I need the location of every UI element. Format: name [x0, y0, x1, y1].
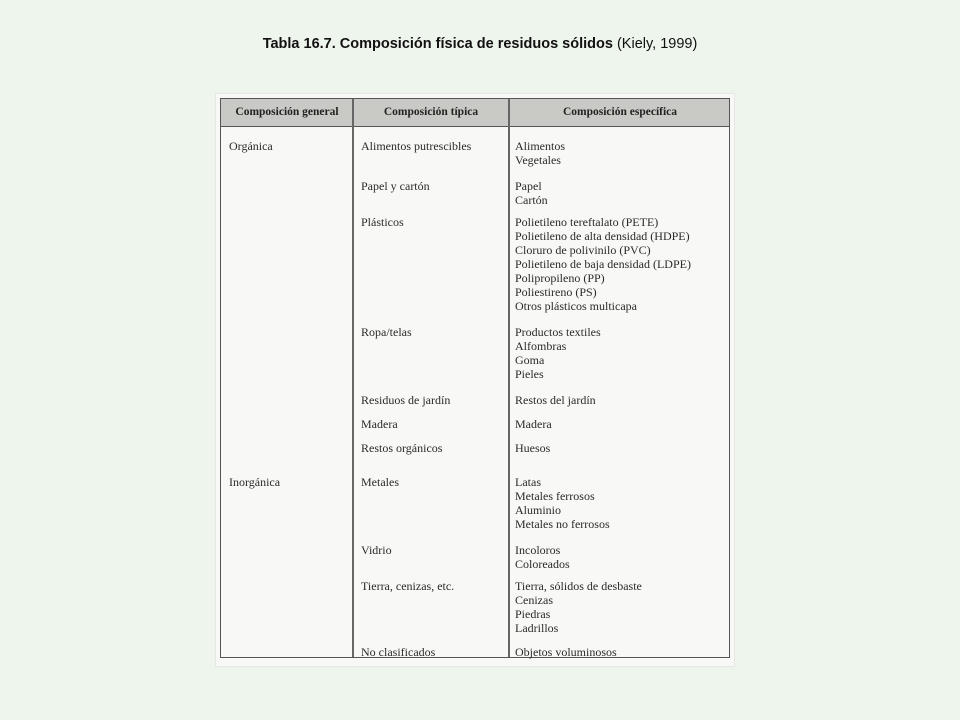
specific-cell: Metales ferrosos	[515, 489, 595, 503]
specific-cell: Restos del jardín	[515, 393, 596, 407]
specific-cell: Productos textiles	[515, 325, 601, 339]
typical-cell: Vidrio	[361, 543, 392, 557]
specific-cell: Cenizas	[515, 593, 553, 607]
header-typical: Composición típica	[383, 106, 479, 118]
typical-cell: Metales	[361, 475, 399, 489]
table-header-row	[221, 99, 729, 127]
specific-cell: Cloruro de polivinilo (PVC)	[515, 243, 651, 257]
specific-cell: Polipropileno (PP)	[515, 271, 605, 285]
specific-cell: Huesos	[515, 441, 551, 455]
typical-cell: Papel y cartón	[361, 179, 430, 193]
typical-cell: Tierra, cenizas, etc.	[361, 579, 455, 593]
specific-cell: Incoloros	[515, 543, 561, 557]
specific-cell: Pieles	[515, 367, 544, 381]
specific-cell: Cartón	[515, 193, 548, 207]
column-divider	[508, 99, 510, 657]
specific-cell: Tierra, sólidos de desbaste	[515, 579, 642, 593]
typical-cell: No clasificados	[361, 645, 436, 659]
specific-cell: Objetos voluminosos	[515, 645, 617, 659]
specific-cell: Otros plásticos multicapa	[515, 299, 637, 313]
typical-cell: Madera	[361, 417, 398, 431]
typical-cell: Residuos de jardín	[361, 393, 451, 407]
specific-cell: Aluminio	[515, 503, 562, 517]
specific-cell: Papel	[515, 179, 542, 193]
typical-cell: Plásticos	[361, 215, 404, 229]
specific-cell: Poliestireno (PS)	[515, 285, 597, 299]
caption-title: Tabla 16.7. Composición física de residuos sólidos	[262, 36, 613, 52]
specific-cell: Vegetales	[515, 153, 561, 167]
specific-cell: Alimentos	[515, 139, 565, 153]
scanned-table-image	[216, 94, 734, 666]
typical-cell: Ropa/telas	[361, 325, 412, 339]
specific-cell: Goma	[515, 353, 545, 367]
specific-cell: Polietileno de baja densidad (LDPE)	[515, 257, 691, 271]
header-general: Composición general	[235, 106, 339, 118]
caption-source: (Kiely, 1999)	[616, 36, 698, 52]
specific-cell: Metales no ferrosos	[515, 517, 610, 531]
typical-cell: Alimentos putrescibles	[361, 139, 472, 153]
typical-cell: Restos orgánicos	[361, 441, 443, 455]
specific-cell: Madera	[515, 417, 552, 431]
composition-table	[220, 98, 730, 658]
table-caption	[0, 36, 960, 52]
general-organica: Orgánica	[229, 139, 273, 153]
specific-cell: Coloreados	[515, 557, 570, 571]
header-specific: Composición específica	[562, 106, 678, 118]
specific-cell: Piedras	[515, 607, 551, 621]
general-inorganica: Inorgánica	[229, 475, 281, 489]
specific-cell: Alfombras	[515, 339, 567, 353]
specific-cell: Latas	[515, 475, 541, 489]
column-divider	[352, 99, 354, 657]
specific-cell: Polietileno tereftalato (PETE)	[515, 215, 659, 229]
specific-cell: Polietileno de alta densidad (HDPE)	[515, 229, 690, 243]
specific-cell: Ladrillos	[515, 621, 559, 635]
